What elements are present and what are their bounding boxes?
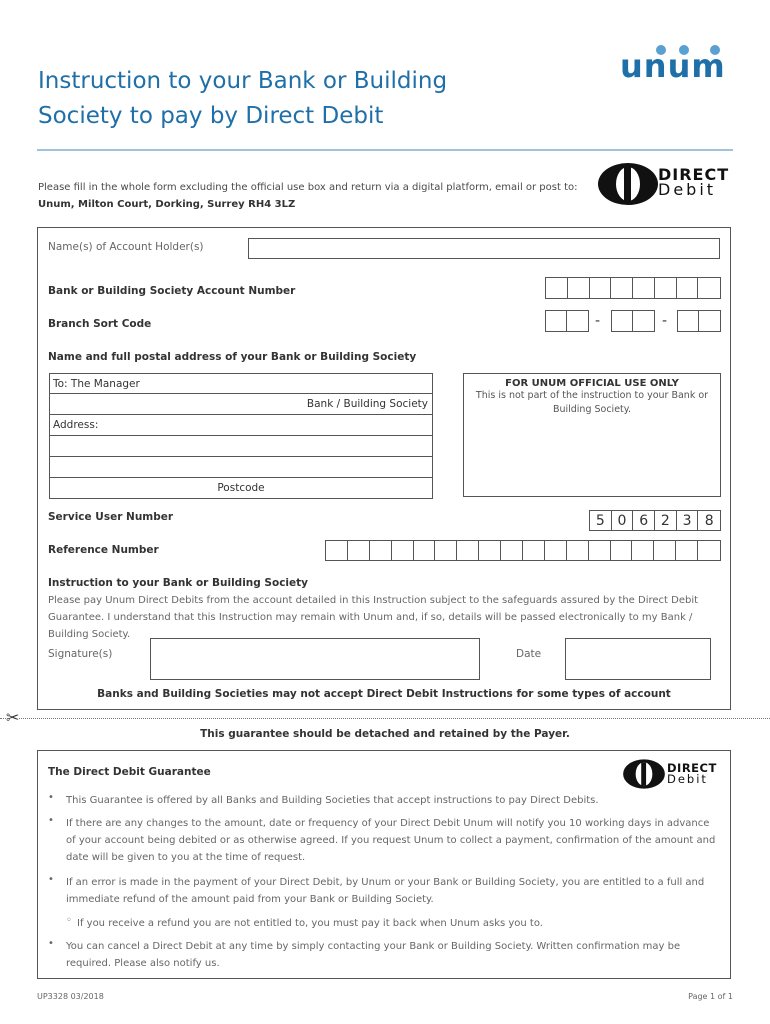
account-holder-label: Name(s) of Account Holder(s) xyxy=(48,241,204,253)
service-user-label: Service User Number xyxy=(48,511,174,523)
sub-bullet-icon: ◦ xyxy=(66,915,72,926)
direct-debit-emblem-icon xyxy=(596,161,660,207)
account-number-cell[interactable] xyxy=(698,278,720,298)
reference-cell[interactable] xyxy=(501,541,523,560)
guarantee-dd-line2: Debit xyxy=(667,772,708,786)
address-input-3[interactable] xyxy=(49,457,433,478)
bullet-icon: • xyxy=(48,815,54,826)
date-field[interactable] xyxy=(565,638,711,680)
reference-cell[interactable] xyxy=(414,541,436,560)
sort-code-cell[interactable] xyxy=(678,311,699,331)
direct-debit-logo xyxy=(596,161,738,207)
account-number-cell[interactable] xyxy=(568,278,590,298)
guarantee-bullet-2: If there are any changes to the amount, date or frequency of your Direct Debit Unum will notify you 10 working days in advance of your account being debited or as otherwise agreed. If you request Unum to collect a payment, confirmation of the amount and date will be given to you at the time of request. xyxy=(66,818,716,863)
service-user-digit: 8 xyxy=(704,513,714,529)
to-manager-text: To: The Manager xyxy=(53,378,140,390)
sort-code-input-3[interactable] xyxy=(677,310,721,332)
page-number: Page 1 of 1 xyxy=(688,992,733,1001)
reference-cell[interactable] xyxy=(632,541,654,560)
reference-cell[interactable] xyxy=(523,541,545,560)
reference-cell[interactable] xyxy=(654,541,676,560)
guarantee-bullet-1: This Guarantee is offered by all Banks and Building Societies that accept instructions to pay Direct Debits. xyxy=(66,795,599,806)
guarantee-title: The Direct Debit Guarantee xyxy=(48,766,211,778)
header-divider xyxy=(37,149,733,151)
title-line-2: Society to pay by Direct Debit xyxy=(38,103,384,129)
date-label: Date xyxy=(516,648,542,660)
official-use-box xyxy=(463,373,721,497)
bank-name-input[interactable] xyxy=(49,394,433,415)
address-label: Address: xyxy=(53,419,99,431)
reference-label: Reference Number xyxy=(48,544,159,556)
service-user-digit: 2 xyxy=(655,511,677,530)
reference-cell[interactable] xyxy=(567,541,589,560)
account-number-cell[interactable] xyxy=(546,278,568,298)
sort-code-separator: - xyxy=(662,313,668,329)
postcode-label: Postcode xyxy=(217,482,265,494)
guarantee-bullet-3: If an error is made in the payment of your Direct Debit, by Unum or your Bank or Building Society, you are entitled to a full and immediate refund of the amount paid from your Bank or Building Society. xyxy=(66,877,705,905)
reference-cell[interactable] xyxy=(348,541,370,560)
intro-instructions: Please fill in the whole form excluding the official use box and return via a digital platform, email or post to: xyxy=(38,182,578,193)
service-user-digit: 5 xyxy=(590,511,612,530)
account-number-cell[interactable] xyxy=(590,278,612,298)
bank-building-society-text: Bank / Building Society xyxy=(306,398,428,410)
reference-cell[interactable] xyxy=(392,541,414,560)
sort-code-cell[interactable] xyxy=(612,311,633,331)
reference-number-input[interactable] xyxy=(325,540,721,561)
service-user-digit: 0 xyxy=(612,511,634,530)
bank-address-label: Name and full postal address of your Bank or Building Society xyxy=(48,351,417,363)
detach-note: This guarantee should be detached and retained by the Payer. xyxy=(200,728,570,740)
guarantee-dd-line1: DIRECT xyxy=(667,761,717,775)
service-user-digit: 3 xyxy=(677,511,699,530)
guarantee-dd-logo xyxy=(621,758,725,790)
reference-cell[interactable] xyxy=(457,541,479,560)
instruction-title: Instruction to your Bank or Building Society xyxy=(48,577,309,589)
signature-label: Signature(s) xyxy=(48,648,113,660)
unum-logo-text: unum xyxy=(620,47,726,85)
account-number-cell[interactable] xyxy=(677,278,699,298)
reference-cell[interactable] xyxy=(545,541,567,560)
cut-line xyxy=(0,718,770,719)
service-user-digit: 6 xyxy=(633,511,655,530)
bullet-icon: • xyxy=(48,874,54,885)
address-input-1[interactable] xyxy=(49,415,433,436)
sort-code-cell[interactable] xyxy=(633,311,654,331)
reference-cell[interactable] xyxy=(589,541,611,560)
reference-cell[interactable] xyxy=(676,541,698,560)
guarantee-sub-bullet: If you receive a refund you are not entitled to, you must pay it back when Unum asks you to. xyxy=(77,918,543,929)
reference-cell[interactable] xyxy=(435,541,457,560)
reference-cell[interactable] xyxy=(698,541,720,560)
dd-logo-line1: DIRECT xyxy=(658,165,730,184)
page-title xyxy=(38,64,558,134)
direct-debit-emblem-icon xyxy=(621,758,667,790)
sort-code-separator: - xyxy=(595,313,601,329)
intro-text xyxy=(38,179,598,213)
manager-row[interactable] xyxy=(49,373,433,394)
account-number-cell[interactable] xyxy=(655,278,677,298)
scissors-icon: ✂ xyxy=(6,708,20,727)
sort-code-cell[interactable] xyxy=(567,311,588,331)
postcode-input[interactable] xyxy=(49,478,433,499)
form-code: UP3328 03/2018 xyxy=(37,992,104,1001)
account-number-cell[interactable] xyxy=(633,278,655,298)
reference-cell[interactable] xyxy=(479,541,501,560)
dd-logo-line2: Debit xyxy=(658,180,717,199)
account-number-cell[interactable] xyxy=(611,278,633,298)
title-line-1: Instruction to your Bank or Building xyxy=(38,68,448,94)
account-warning: Banks and Building Societies may not accept Direct Debit Instructions for some types of account xyxy=(97,688,671,700)
bullet-icon: • xyxy=(48,938,54,949)
sort-code-label: Branch Sort Code xyxy=(48,318,152,330)
sort-code-input-2[interactable] xyxy=(611,310,655,332)
reference-cell[interactable] xyxy=(326,541,348,560)
account-number-input[interactable] xyxy=(545,277,721,299)
account-holder-input[interactable] xyxy=(248,238,720,259)
reference-cell[interactable] xyxy=(370,541,392,560)
return-address: Unum, Milton Court, Dorking, Surrey RH4 3LZ xyxy=(38,199,296,210)
account-number-label: Bank or Building Society Account Number xyxy=(48,285,296,297)
guarantee-bullet-4: You can cancel a Direct Debit at any time by simply contacting your Bank or Building Society. Written confirmation may be required. Please also notify us. xyxy=(66,941,681,969)
official-use-title: FOR UNUM OFFICIAL USE ONLY xyxy=(505,378,679,389)
signature-field[interactable] xyxy=(150,638,480,680)
reference-cell[interactable] xyxy=(611,541,633,560)
service-user-number xyxy=(589,510,721,531)
address-input-2[interactable] xyxy=(49,436,433,457)
official-use-text: This is not part of the instruction to your Bank or Building Society. xyxy=(475,390,709,415)
instruction-text: Please pay Unum Direct Debits from the account detailed in this Instruction subject to the safeguards assured by the Direct Debit Guarantee. I understand that this Instruction may remain with Unum and, if so, details will be passed electronically to my Bank / Building Society. xyxy=(48,595,699,640)
sort-code-cell[interactable] xyxy=(546,311,567,331)
sort-code-cell[interactable] xyxy=(699,311,720,331)
sort-code-input-1[interactable] xyxy=(545,310,589,332)
unum-logo xyxy=(620,44,734,88)
bullet-icon: • xyxy=(48,792,54,803)
